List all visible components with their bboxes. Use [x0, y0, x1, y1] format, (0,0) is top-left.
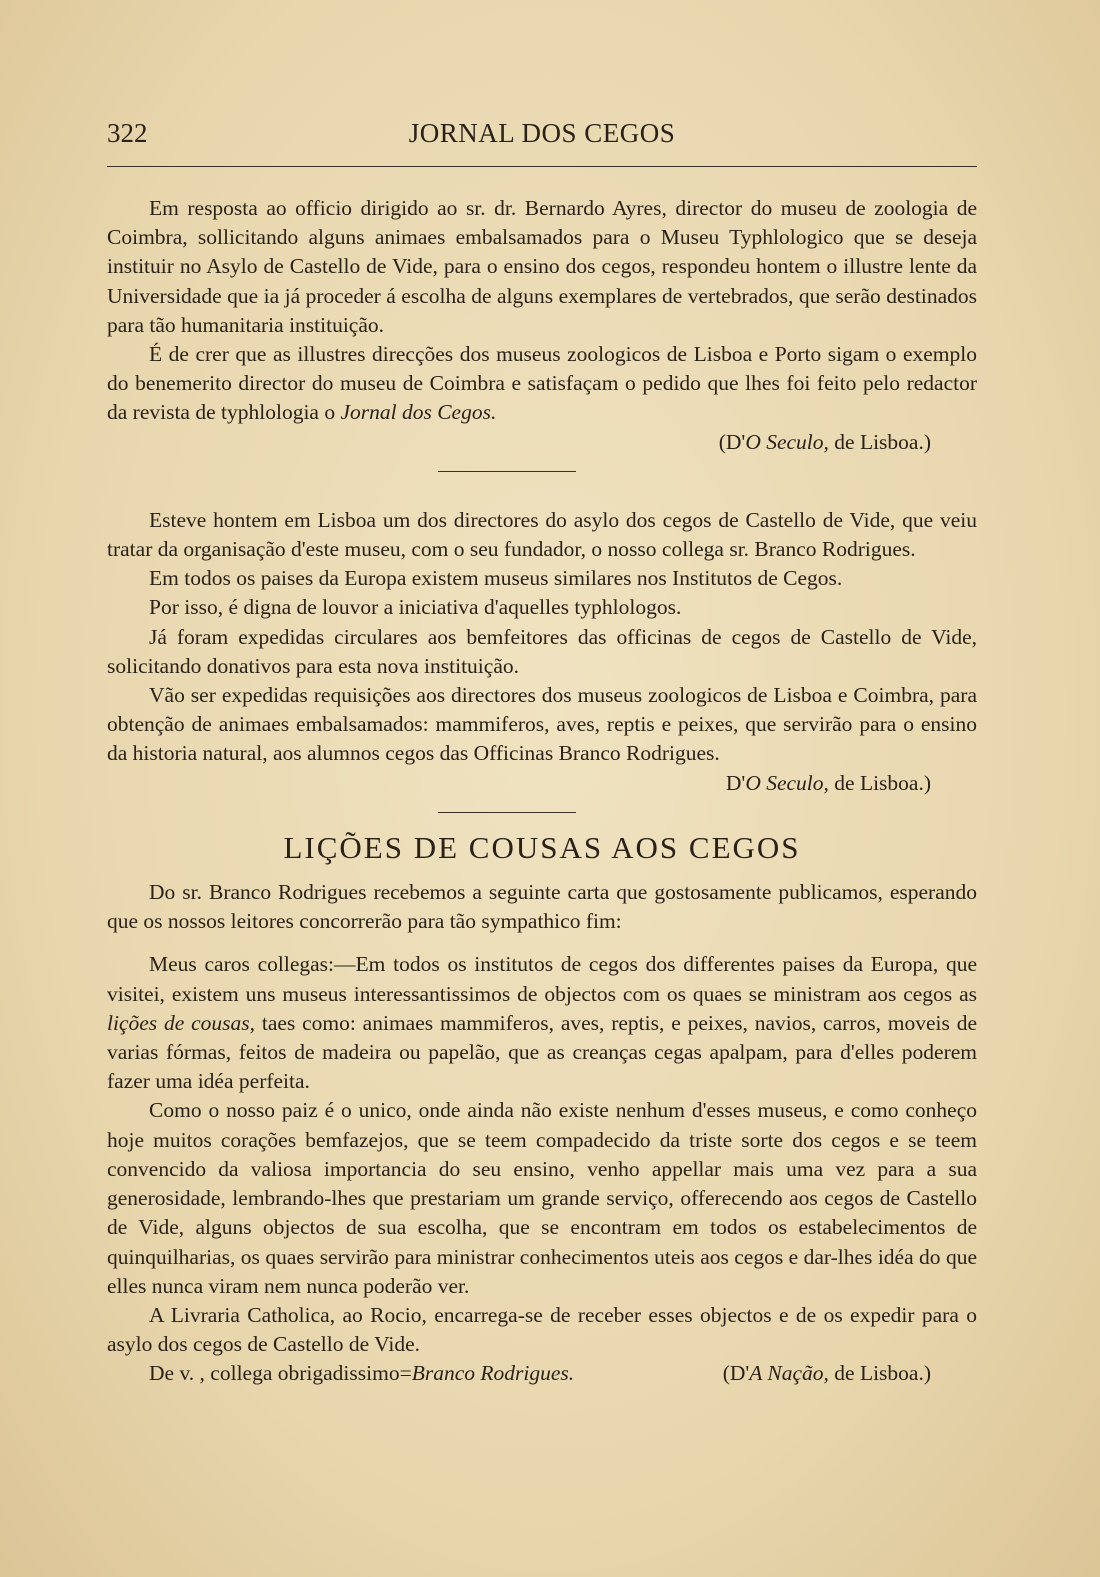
signoff-signature: Branco Rodrigues. [411, 1361, 575, 1386]
letter-paragraph-2: Como o nosso paiz é o unico, onde ainda não existe nenhum d'esses museus, e como conheço hoje muitos corações bemfazejos, que se teem compadecido da triste sorte dos cegos e se teem convencido da valiosa importancia do seu ensino, venho appellar mais uma vez para a sua generosidade, lembrando-lhes que prestariam um grande serviço, offerecendo aos cegos de Castello de Vide, alguns objectos de sua escolha, que se encontram em todos os estabelecimentos de quinquilharias, os quaes servirão para ministrar conhecimentos uteis aos cegos e dar-lhes idéa do que elles nunca viram nem nunca poderão ver. [107, 1098, 977, 1298]
source-prefix: (D' [718, 429, 746, 454]
source-italic: O Seculo, [745, 770, 829, 795]
letter-paragraph-3: A Livraria Catholica, ao Rocio, encarrega-se de receber esses objectos e de os expedir para o asylo dos cegos de Castello de Vide. [107, 1302, 977, 1357]
signoff-line [107, 1359, 574, 1388]
section-divider-1 [438, 471, 576, 472]
section-title: LIÇÕES DE COUSAS AOS CEGOS [283, 829, 801, 865]
letter-paragraph-1 [107, 950, 977, 1096]
section-divider-2 [438, 812, 576, 813]
letter-signoff [107, 1359, 977, 1388]
source-suffix: de Lisboa.) [828, 770, 931, 795]
article2-paragraph-4: Já foram expedidas circulares aos bemfeitores das officinas de cegos de Castello de Vide, solicitando donativos para esta nova instituição. [107, 624, 977, 678]
page-number: 322 [107, 118, 148, 148]
source-italic: A Nação, [749, 1361, 829, 1386]
article2-paragraph-5: Vão ser expedidas requisições aos directores dos museus zoologicos de Lisboa e Coimbra, para obtenção de animaes embalsamados: mammiferos, aves, reptis e peixes, que servirão para o ensino da historia natural, aos alumnos cegos das Officinas Branco Rodrigues. [107, 683, 977, 766]
article3-source [681, 1359, 931, 1388]
page-content [107, 194, 977, 1389]
running-title: JORNAL DOS CEGOS [408, 118, 676, 148]
source-prefix: (D' [722, 1361, 750, 1386]
article1-paragraph-1: Em resposta ao officio dirigido ao sr. dr. Bernardo Ayres, director do museu de zoologia de Coimbra, sollicitando alguns animaes embalsamados para o Museu Typhlologico que se deseja instituir no Asylo de Castello de Vide, para o ensino dos cegos, respondeu hontem o illustre lente da Universidade que ia já proceder á escolha de alguns exemplares de vertebrados, que serão destinados para tão humanitaria instituição. [107, 196, 977, 337]
journal-title-italic: Jornal dos Cegos. [340, 400, 497, 425]
source-suffix: de Lisboa.) [828, 1361, 931, 1386]
header-rule [107, 166, 977, 167]
article1-p2-text: É de crer que as illustres direcções dos museus zoologicos de Lisboa e Porto sigam o exemplo do benemerito director do museu de Coimbra e satisfaçam o pedido que lhes foi feito pelo redactor da revista de typhlologia o [107, 342, 977, 425]
letter-p1-text-a: Meus caros collegas:—Em todos os institutos de cegos dos differentes paises da Europa, que visitei, existem uns museus interessantissimos de objectos com os quaes se ministram aos cegos as [107, 952, 977, 1006]
source-prefix: D' [725, 770, 746, 795]
signoff-text: De v. , collega obrigadissimo= [149, 1361, 412, 1386]
article2-paragraph-3: Por isso, é digna de louvor a iniciativa d'aquelles typhlologos. [149, 595, 682, 620]
article2-paragraph-2: Em todos os paises da Europa existem museus similares nos Institutos de Cegos. [149, 566, 843, 591]
source-italic: O Seculo, [745, 429, 829, 454]
article2-paragraph-1: Esteve hontem em Lisboa um dos directores do asylo dos cegos de Castello de Vide, que veiu tratar da organisação d'este museu, com o seu fundador, o nosso collega sr. Branco Rodrigues. [107, 507, 977, 562]
letter-p1-italic: lições de cousas, [107, 1010, 256, 1035]
article2-source [107, 769, 977, 798]
source-suffix: de Lisboa.) [828, 429, 931, 454]
article1-paragraph-2 [107, 340, 977, 428]
article1-source [107, 428, 977, 457]
article3-intro: Do sr. Branco Rodrigues recebemos a seguinte carta que gostosamente publicamos, esperando que os nossos leitores concorrerão para tão sympathico fim: [107, 880, 977, 934]
page-header [107, 118, 977, 158]
letter-p1-text-b: taes como: animaes mammiferos, aves, reptis, e peixes, navios, carros, moveis de varias fórmas, feitos de madeira ou papelão, que as creanças cegas apalpam, para d'elles poderem fazer uma idéa perfeita. [107, 1010, 978, 1094]
